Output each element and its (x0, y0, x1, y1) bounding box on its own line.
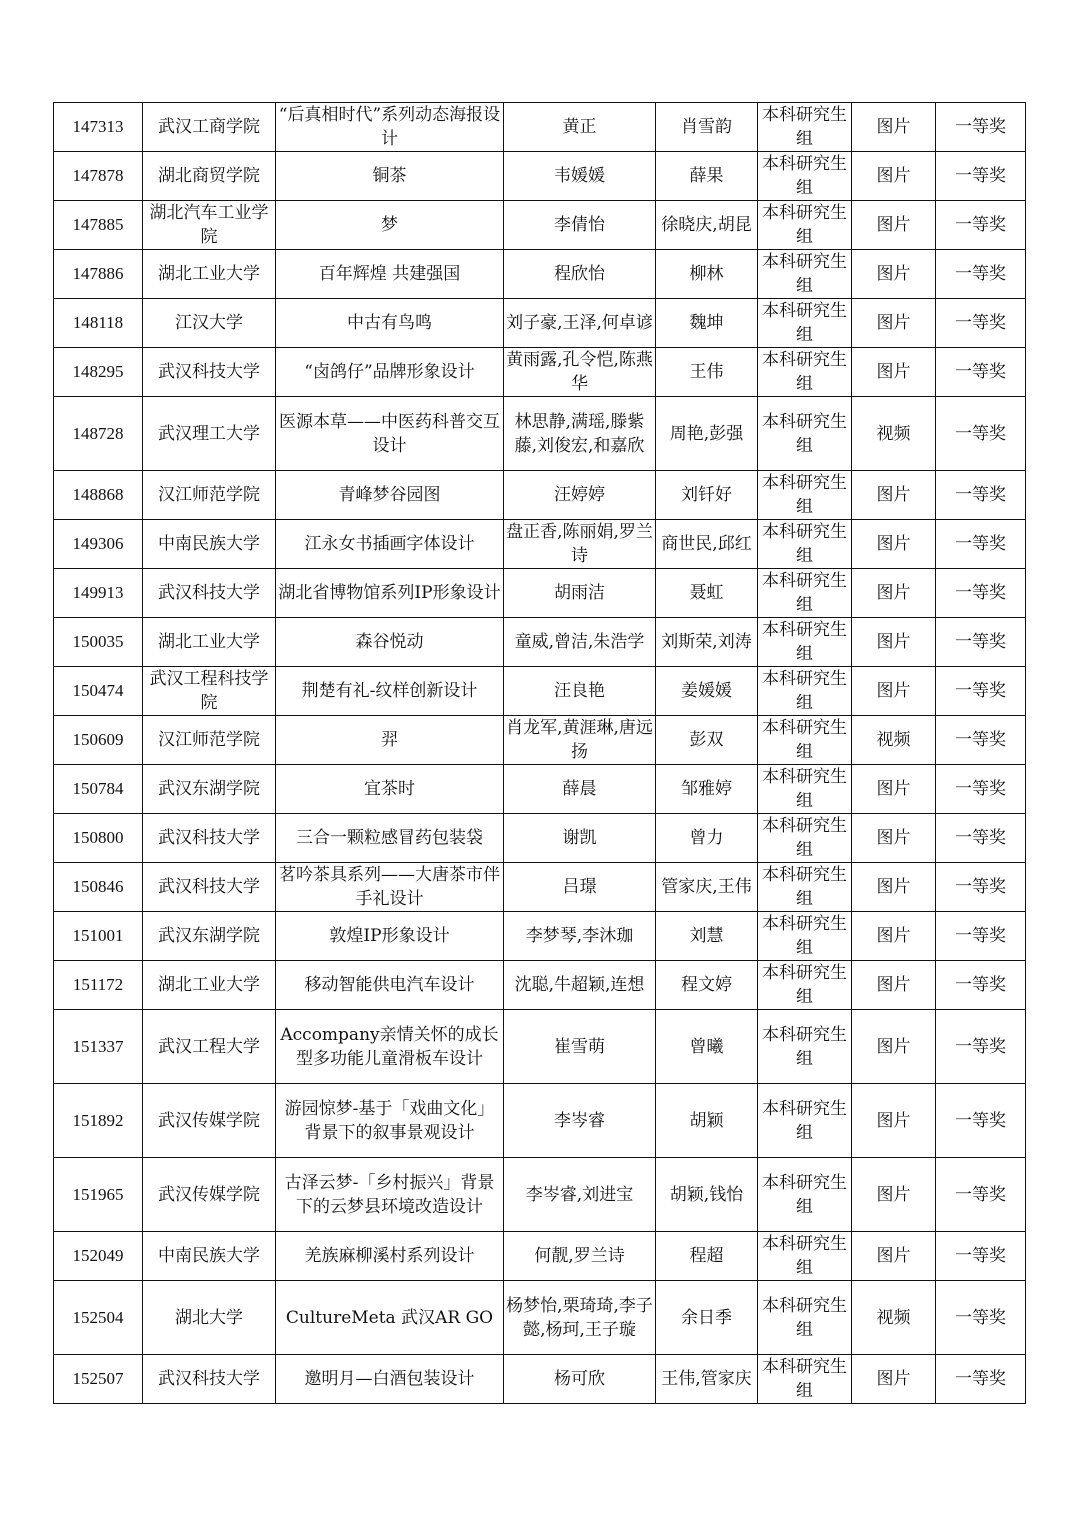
id-cell: 150474 (54, 667, 143, 716)
advisor-cell: 程文婷 (656, 961, 758, 1010)
table-row (54, 618, 1026, 667)
award-cell: 一等奖 (936, 1232, 1026, 1281)
authors-cell: 盘正香,陈丽娟,罗兰诗 (504, 520, 656, 569)
group-cell: 本科研究生组 (758, 520, 852, 569)
work-type-cell: 图片 (852, 1084, 936, 1158)
work-title-cell: 邀明月—白酒包装设计 (276, 1355, 504, 1404)
table-row (54, 667, 1026, 716)
group-cell: 本科研究生组 (758, 569, 852, 618)
group-cell: 本科研究生组 (758, 1355, 852, 1404)
work-title-cell: 铜茶 (276, 152, 504, 201)
advisor-cell: 魏坤 (656, 299, 758, 348)
school-cell: 江汉大学 (143, 299, 276, 348)
advisor-cell: 刘慧 (656, 912, 758, 961)
school-cell: 湖北商贸学院 (143, 152, 276, 201)
award-cell: 一等奖 (936, 152, 1026, 201)
authors-cell: 肖龙军,黄涯琳,唐远扬 (504, 716, 656, 765)
group-cell: 本科研究生组 (758, 716, 852, 765)
school-cell: 湖北工业大学 (143, 618, 276, 667)
work-type-cell: 图片 (852, 765, 936, 814)
authors-cell: 李岑睿,刘进宝 (504, 1158, 656, 1232)
id-cell: 149306 (54, 520, 143, 569)
advisor-cell: 程超 (656, 1232, 758, 1281)
advisor-cell: 柳林 (656, 250, 758, 299)
table-row (54, 1010, 1026, 1084)
id-cell: 151337 (54, 1010, 143, 1084)
school-cell: 武汉科技大学 (143, 863, 276, 912)
table-row (54, 348, 1026, 397)
school-cell: 汉江师范学院 (143, 471, 276, 520)
authors-cell: 程欣怡 (504, 250, 656, 299)
authors-cell: 谢凯 (504, 814, 656, 863)
advisor-cell: 刘斯荣,刘涛 (656, 618, 758, 667)
id-cell: 147886 (54, 250, 143, 299)
authors-cell: 韦媛媛 (504, 152, 656, 201)
table-row (54, 912, 1026, 961)
work-type-cell: 图片 (852, 1158, 936, 1232)
advisor-cell: 聂虹 (656, 569, 758, 618)
table-row (54, 250, 1026, 299)
id-cell: 151965 (54, 1158, 143, 1232)
work-type-cell: 图片 (852, 961, 936, 1010)
authors-cell: 黄正 (504, 103, 656, 152)
authors-cell: 吕璟 (504, 863, 656, 912)
award-cell: 一等奖 (936, 1158, 1026, 1232)
work-type-cell: 图片 (852, 1355, 936, 1404)
work-type-cell: 视频 (852, 397, 936, 471)
id-cell: 150035 (54, 618, 143, 667)
id-cell: 148728 (54, 397, 143, 471)
table-row (54, 1084, 1026, 1158)
work-title-cell: 梦 (276, 201, 504, 250)
work-type-cell: 图片 (852, 201, 936, 250)
authors-cell: 林思静,满瑶,滕紫藤,刘俊宏,和嘉欣 (504, 397, 656, 471)
school-cell: 武汉传媒学院 (143, 1158, 276, 1232)
table-row (54, 397, 1026, 471)
authors-cell: 崔雪萌 (504, 1010, 656, 1084)
award-cell: 一等奖 (936, 348, 1026, 397)
id-cell: 147885 (54, 201, 143, 250)
work-title-cell: 羌族麻柳溪村系列设计 (276, 1232, 504, 1281)
award-cell: 一等奖 (936, 618, 1026, 667)
work-type-cell: 视频 (852, 716, 936, 765)
group-cell: 本科研究生组 (758, 152, 852, 201)
id-cell: 150800 (54, 814, 143, 863)
table-row (54, 1232, 1026, 1281)
advisor-cell: 刘钎好 (656, 471, 758, 520)
table-row (54, 765, 1026, 814)
school-cell: 武汉东湖学院 (143, 765, 276, 814)
id-cell: 147878 (54, 152, 143, 201)
advisor-cell: 曾曦 (656, 1010, 758, 1084)
table-row (54, 520, 1026, 569)
advisor-cell: 商世民,邱红 (656, 520, 758, 569)
school-cell: 中南民族大学 (143, 520, 276, 569)
award-cell: 一等奖 (936, 863, 1026, 912)
advisor-cell: 邹雅婷 (656, 765, 758, 814)
id-cell: 150846 (54, 863, 143, 912)
work-title-cell: 中古有鸟鸣 (276, 299, 504, 348)
award-cell: 一等奖 (936, 765, 1026, 814)
advisor-cell: 余日季 (656, 1281, 758, 1355)
work-title-cell: 古泽云梦-「乡村振兴」背景下的云梦县环境改造设计 (276, 1158, 504, 1232)
advisor-cell: 徐晓庆,胡昆 (656, 201, 758, 250)
advisor-cell: 王伟,管家庆 (656, 1355, 758, 1404)
advisor-cell: 彭双 (656, 716, 758, 765)
work-title-cell: “卤鸽仔”品牌形象设计 (276, 348, 504, 397)
group-cell: 本科研究生组 (758, 912, 852, 961)
school-cell: 武汉科技大学 (143, 814, 276, 863)
id-cell: 150784 (54, 765, 143, 814)
work-title-cell: 移动智能供电汽车设计 (276, 961, 504, 1010)
id-cell: 152504 (54, 1281, 143, 1355)
advisor-cell: 肖雪韵 (656, 103, 758, 152)
group-cell: 本科研究生组 (758, 667, 852, 716)
school-cell: 武汉科技大学 (143, 348, 276, 397)
work-title-cell: 医源本草——中医药科普交互设计 (276, 397, 504, 471)
work-type-cell: 图片 (852, 103, 936, 152)
id-cell: 149913 (54, 569, 143, 618)
table-body (54, 103, 1026, 1404)
id-cell: 148868 (54, 471, 143, 520)
id-cell: 152507 (54, 1355, 143, 1404)
school-cell: 武汉科技大学 (143, 1355, 276, 1404)
school-cell: 湖北工业大学 (143, 250, 276, 299)
work-title-cell: 江永女书插画字体设计 (276, 520, 504, 569)
advisor-cell: 胡颖 (656, 1084, 758, 1158)
advisor-cell: 胡颖,钱怡 (656, 1158, 758, 1232)
work-title-cell: Accompany亲情关怀的成长型多功能儿童滑板车设计 (276, 1010, 504, 1084)
table-row (54, 961, 1026, 1010)
group-cell: 本科研究生组 (758, 961, 852, 1010)
work-title-cell: “后真相时代”系列动态海报设计 (276, 103, 504, 152)
group-cell: 本科研究生组 (758, 299, 852, 348)
group-cell: 本科研究生组 (758, 1281, 852, 1355)
table-row (54, 1158, 1026, 1232)
authors-cell: 刘子豪,王泽,何卓谚 (504, 299, 656, 348)
work-title-cell: 茗吟茶具系列——大唐茶市伴手礼设计 (276, 863, 504, 912)
authors-cell: 薛晨 (504, 765, 656, 814)
advisor-cell: 薛果 (656, 152, 758, 201)
authors-cell: 沈聪,牛超颖,连想 (504, 961, 656, 1010)
authors-cell: 何靓,罗兰诗 (504, 1232, 656, 1281)
work-title-cell: 敦煌IP形象设计 (276, 912, 504, 961)
school-cell: 武汉东湖学院 (143, 912, 276, 961)
advisor-cell: 周艳,彭强 (656, 397, 758, 471)
school-cell: 中南民族大学 (143, 1232, 276, 1281)
award-cell: 一等奖 (936, 961, 1026, 1010)
work-type-cell: 图片 (852, 618, 936, 667)
group-cell: 本科研究生组 (758, 765, 852, 814)
work-type-cell: 图片 (852, 1010, 936, 1084)
authors-cell: 汪婷婷 (504, 471, 656, 520)
award-cell: 一等奖 (936, 569, 1026, 618)
table-row (54, 299, 1026, 348)
award-cell: 一等奖 (936, 814, 1026, 863)
group-cell: 本科研究生组 (758, 863, 852, 912)
id-cell: 148295 (54, 348, 143, 397)
school-cell: 武汉工商学院 (143, 103, 276, 152)
school-cell: 湖北工业大学 (143, 961, 276, 1010)
work-title-cell: 青峰梦谷园图 (276, 471, 504, 520)
advisor-cell: 姜媛媛 (656, 667, 758, 716)
work-type-cell: 图片 (852, 152, 936, 201)
advisor-cell: 曾力 (656, 814, 758, 863)
table-row (54, 863, 1026, 912)
award-cell: 一等奖 (936, 1281, 1026, 1355)
authors-cell: 黄雨露,孔令恺,陈燕华 (504, 348, 656, 397)
work-title-cell: 湖北省博物馆系列IP形象设计 (276, 569, 504, 618)
authors-cell: 李岑睿 (504, 1084, 656, 1158)
award-cell: 一等奖 (936, 397, 1026, 471)
authors-cell: 杨梦怡,栗琦琦,李子懿,杨珂,王子璇 (504, 1281, 656, 1355)
work-title-cell: 百年辉煌 共建强国 (276, 250, 504, 299)
work-type-cell: 视频 (852, 1281, 936, 1355)
work-type-cell: 图片 (852, 520, 936, 569)
award-cell: 一等奖 (936, 1355, 1026, 1404)
group-cell: 本科研究生组 (758, 201, 852, 250)
group-cell: 本科研究生组 (758, 103, 852, 152)
group-cell: 本科研究生组 (758, 1084, 852, 1158)
award-cell: 一等奖 (936, 201, 1026, 250)
id-cell: 151892 (54, 1084, 143, 1158)
work-type-cell: 图片 (852, 912, 936, 961)
authors-cell: 汪良艳 (504, 667, 656, 716)
award-cell: 一等奖 (936, 250, 1026, 299)
group-cell: 本科研究生组 (758, 471, 852, 520)
school-cell: 武汉工程大学 (143, 1010, 276, 1084)
group-cell: 本科研究生组 (758, 397, 852, 471)
work-title-cell: 三合一颗粒感冒药包装袋 (276, 814, 504, 863)
table-row (54, 1281, 1026, 1355)
school-cell: 湖北汽车工业学院 (143, 201, 276, 250)
award-cell: 一等奖 (936, 520, 1026, 569)
award-cell: 一等奖 (936, 912, 1026, 961)
school-cell: 武汉科技大学 (143, 569, 276, 618)
work-type-cell: 图片 (852, 667, 936, 716)
work-type-cell: 图片 (852, 1232, 936, 1281)
work-type-cell: 图片 (852, 814, 936, 863)
table-row (54, 814, 1026, 863)
advisor-cell: 管家庆,王伟 (656, 863, 758, 912)
table-row (54, 152, 1026, 201)
table-row (54, 201, 1026, 250)
award-cell: 一等奖 (936, 1010, 1026, 1084)
group-cell: 本科研究生组 (758, 348, 852, 397)
award-cell: 一等奖 (936, 471, 1026, 520)
authors-cell: 童威,曾洁,朱浩学 (504, 618, 656, 667)
authors-cell: 胡雨洁 (504, 569, 656, 618)
school-cell: 武汉传媒学院 (143, 1084, 276, 1158)
work-type-cell: 图片 (852, 569, 936, 618)
group-cell: 本科研究生组 (758, 250, 852, 299)
group-cell: 本科研究生组 (758, 814, 852, 863)
table-row (54, 471, 1026, 520)
id-cell: 148118 (54, 299, 143, 348)
group-cell: 本科研究生组 (758, 1232, 852, 1281)
advisor-cell: 王伟 (656, 348, 758, 397)
table-row (54, 103, 1026, 152)
school-cell: 汉江师范学院 (143, 716, 276, 765)
award-cell: 一等奖 (936, 716, 1026, 765)
group-cell: 本科研究生组 (758, 618, 852, 667)
work-title-cell: 游园惊梦-基于「戏曲文化」背景下的叙事景观设计 (276, 1084, 504, 1158)
id-cell: 152049 (54, 1232, 143, 1281)
work-title-cell: 森谷悦动 (276, 618, 504, 667)
id-cell: 151001 (54, 912, 143, 961)
authors-cell: 李梦琴,李沐珈 (504, 912, 656, 961)
work-type-cell: 图片 (852, 299, 936, 348)
id-cell: 150609 (54, 716, 143, 765)
award-cell: 一等奖 (936, 1084, 1026, 1158)
award-cell: 一等奖 (936, 103, 1026, 152)
authors-cell: 李倩怡 (504, 201, 656, 250)
work-title-cell: 宜茶时 (276, 765, 504, 814)
work-type-cell: 图片 (852, 348, 936, 397)
work-type-cell: 图片 (852, 250, 936, 299)
work-type-cell: 图片 (852, 863, 936, 912)
school-cell: 武汉理工大学 (143, 397, 276, 471)
work-title-cell: 羿 (276, 716, 504, 765)
group-cell: 本科研究生组 (758, 1010, 852, 1084)
awards-table (53, 102, 1026, 1404)
id-cell: 147313 (54, 103, 143, 152)
id-cell: 151172 (54, 961, 143, 1010)
work-title-cell: 荆楚有礼-纹样创新设计 (276, 667, 504, 716)
school-cell: 武汉工程科技学院 (143, 667, 276, 716)
table-row (54, 1355, 1026, 1404)
table-row (54, 716, 1026, 765)
work-title-cell: CultureMeta 武汉AR GO (276, 1281, 504, 1355)
school-cell: 湖北大学 (143, 1281, 276, 1355)
table-row (54, 569, 1026, 618)
authors-cell: 杨可欣 (504, 1355, 656, 1404)
group-cell: 本科研究生组 (758, 1158, 852, 1232)
award-cell: 一等奖 (936, 299, 1026, 348)
work-type-cell: 图片 (852, 471, 936, 520)
award-cell: 一等奖 (936, 667, 1026, 716)
